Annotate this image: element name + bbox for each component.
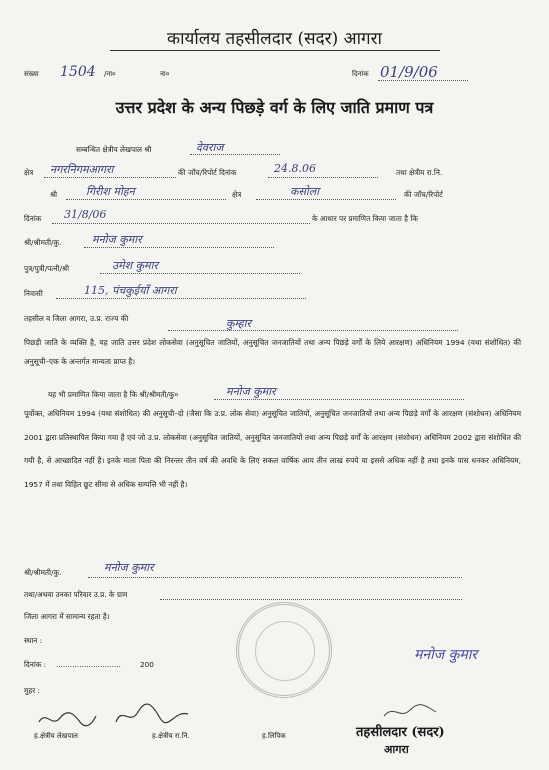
officer-title: तहसीलदार (सदर) <box>356 725 445 740</box>
office-seal <box>236 602 332 698</box>
report-date-label: की जाँच/रिपोर्ट दिनांक <box>178 168 237 177</box>
kshetra-line <box>44 177 176 178</box>
kshetra-value: नगरनिगमआगरा <box>50 163 114 176</box>
niwasi-label: निवासी <box>24 289 43 298</box>
heading-underline <box>110 50 440 51</box>
parent-line <box>100 273 300 274</box>
p4-line <box>88 577 462 578</box>
lekhpal-sign-label: ह.क्षेत्रीय लेखपाल <box>34 732 78 740</box>
date-value: 01/9/06 <box>380 63 438 81</box>
address-value: 115, पंचकुईयाँ आगरा <box>84 284 177 297</box>
applicant-line <box>84 247 274 248</box>
rani-sign-label: ह.क्षेत्रीय रा.नि. <box>152 732 190 740</box>
parent-name: उमेश कुमार <box>112 259 158 272</box>
dinank2-value: 31/8/06 <box>64 208 107 221</box>
na-label: ना० <box>160 70 170 78</box>
applicant-name: मनोज कुमार <box>92 233 142 246</box>
parent-label: पुत्र/पुत्री/पत्नी/श्री <box>24 264 69 273</box>
paragraph-schedule-two: पूर्वोक्त, अधिनियम 1994 (यथा संशोधित) की अनुसूची–दो (जैसा कि उ.प्र. लोक सेवा) अनुसूचित जातियों, अनुसूचित जनजातियों तथा अन्य पिछड़े वर्गों के आरक्षण (संशोधन) अधिनियम 2001 द्वारा प्रतिस्थापित किया गया है एवं जो उ.प्र. लोकसेवा (अनुसूचित जातियों, अनुसूचित जनजातियों तथा अन्य पिछड़े वर्गों के आरक्षण (संशोधन) अधिनियम 2002 द्वारा संशोधित की गयी है, से आच्छादित नहीं है। इनके माता पिता की निरन्तर तीन वर्ष की अवधि के लिए सकल वार्षिक आय तीन लाख रुपये या इससे अधिक नहीं है तथा इनके पास धनकर अधिनियम, 1957 में तथा विहित छूट सीमा से अधिक सम्पत्ति भी नहीं है। <box>24 409 521 489</box>
footer-date-dots: ............................ <box>56 660 121 669</box>
certificate-title: उत्तर प्रदेश के अन्य पिछड़े वर्ग के लिए जाति प्रमाण पत्र <box>115 98 434 117</box>
report-date-value: 24.8.06 <box>274 162 316 175</box>
kshetra2-value: कसोला <box>290 185 320 198</box>
lekhpal-signature <box>36 708 100 730</box>
also-certify-name: मनोज कुमार <box>226 385 276 398</box>
caste-value: कुम्हार <box>226 317 251 330</box>
applicant-label: श्री/श्रीमती/कु. <box>24 238 62 247</box>
date-label: दिनांक <box>352 70 369 78</box>
office-heading: कार्यालय तहसीलदार (सदर) आगरा <box>167 29 382 49</box>
footer-date-year: 200 <box>140 660 154 669</box>
footer-date-label: दिनांक : <box>24 660 47 669</box>
lipik-sign-label: ह.लिपिक <box>262 732 286 740</box>
village-line <box>160 599 462 600</box>
p4-name: मनोज कुमार <box>104 561 154 574</box>
lekhpal-value: देवराज <box>196 141 224 154</box>
dinank2-label: दिनांक <box>24 214 42 223</box>
rani-name-value: गिरीश मोहन <box>86 185 135 198</box>
kshetra2-label: क्षेत्र <box>232 190 242 199</box>
also-certify-line <box>214 399 464 400</box>
report-date-line <box>268 177 378 178</box>
sankhya-label: संख्या <box>24 70 39 78</box>
p4-label: श्री/श्रीमती/कु. <box>24 568 62 577</box>
slash-na-label: /ना० <box>104 70 116 78</box>
family-village-label: तथा/अथवा उनका परिवार उ.प्र. के ग्राम <box>24 590 128 599</box>
also-certify-label: यह भी प्रमाणित किया जाता है कि श्री/श्रीमती/कु० <box>48 390 179 399</box>
report2-label: की जाँच/रिपोर्ट <box>404 190 443 199</box>
kshetra2-line <box>256 199 396 200</box>
address-line <box>56 298 306 299</box>
rani-name-line <box>66 199 226 200</box>
shri-label: श्री <box>50 190 58 199</box>
place-label: स्थान : <box>24 636 43 645</box>
rani-signature <box>112 700 192 728</box>
lekhpal-label: सम्बन्धित क्षेत्रीय लेखपाल श्री <box>76 145 152 154</box>
date-line <box>378 80 468 81</box>
tehsil-label: तहसील व जिला आगरा, उ.प्र. राज्य की <box>24 314 129 323</box>
certify-text: के आधार पर प्रमाणित किया जाता है कि <box>312 214 418 223</box>
lekhpal-line <box>190 154 280 155</box>
caste-line <box>168 330 458 331</box>
resides-text: जिला आगरा में सामान्य रहता है। <box>24 612 110 621</box>
dinank2-line <box>52 223 310 224</box>
kshetra-label: क्षेत्र <box>24 168 34 177</box>
paragraph-act-1994: पिछड़ी जाति के व्यक्ति है, यह जाति उत्तर प्रदेश लोकसेवा (अनुसूचित जातियों, अनुसूचित जनजातियों तथा अन्य पिछड़े वर्गों के लिये आरक्षण) अधिनियम 1994 (यथा संशोधित) की अनुसूची–एक के अन्तर्गत मान्यता प्राप्त है। <box>24 338 521 366</box>
rani-label: तथा क्षेत्रीय रा.नि. <box>396 168 443 177</box>
officer-place: आगरा <box>384 743 409 756</box>
tehsildar-signature <box>380 700 440 722</box>
applicant-signature: मनोज कुमार <box>414 647 478 663</box>
seal-label: मुहर : <box>24 686 41 695</box>
sankhya-value: 1504 <box>60 64 96 80</box>
